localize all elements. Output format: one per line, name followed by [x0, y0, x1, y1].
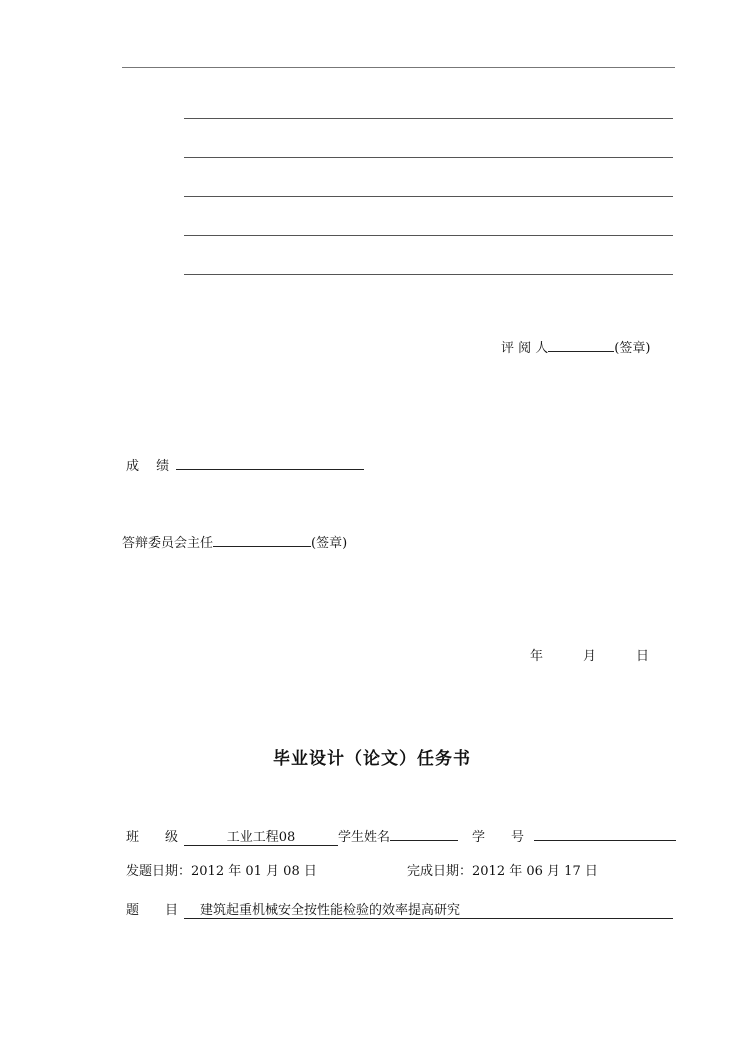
- header-rule: [122, 67, 675, 68]
- student-id-label: 学 号: [472, 830, 525, 845]
- topic-value: 建筑起重机械安全按性能检验的效率提高研究: [200, 903, 461, 918]
- committee-chair-label: 答辩委员会主任: [122, 536, 214, 551]
- student-name-field[interactable]: [390, 825, 458, 841]
- class-label: 班 级: [126, 830, 179, 845]
- comment-line[interactable]: [184, 235, 673, 236]
- grade-row: [126, 455, 364, 475]
- date-month: 月: [583, 649, 597, 664]
- reviewer-signature-row: [501, 337, 650, 357]
- comment-line[interactable]: [184, 118, 673, 119]
- finish-date-label: 完成日期：: [407, 864, 473, 879]
- topic-row: [126, 903, 673, 919]
- topic-field[interactable]: [184, 903, 673, 919]
- issue-date-value: 2012 年 01 月 08 日: [191, 864, 317, 879]
- student-info-row: [126, 825, 676, 846]
- grade-field[interactable]: [176, 455, 364, 470]
- student-name-label: 学生姓名: [338, 830, 391, 845]
- finish-date-value: 2012 年 06 月 17 日: [472, 864, 598, 879]
- issue-date-label: 发题日期：: [126, 864, 192, 879]
- reviewer-signature-field[interactable]: [548, 337, 614, 352]
- class-field[interactable]: 工业工程08: [184, 830, 338, 846]
- task-book-title: 毕业设计（论文）任务书: [273, 749, 471, 769]
- comment-line[interactable]: [184, 157, 673, 158]
- committee-chair-row: [122, 532, 347, 552]
- reviewer-label: 评 阅 人: [501, 341, 549, 356]
- grade-label: 成 绩: [126, 459, 170, 474]
- date-year: 年: [530, 649, 544, 664]
- student-id-field[interactable]: [534, 825, 676, 841]
- committee-chair-signature-field[interactable]: [213, 532, 311, 547]
- comment-line[interactable]: [184, 196, 673, 197]
- committee-sign-note: (签章): [311, 536, 348, 551]
- issue-date-row: [126, 864, 317, 880]
- reviewer-sign-note: (签章): [614, 341, 651, 356]
- finish-date-row: [407, 864, 598, 880]
- topic-label: 题 目: [126, 903, 179, 918]
- comment-line[interactable]: [184, 274, 673, 275]
- date-day: 日: [636, 649, 650, 664]
